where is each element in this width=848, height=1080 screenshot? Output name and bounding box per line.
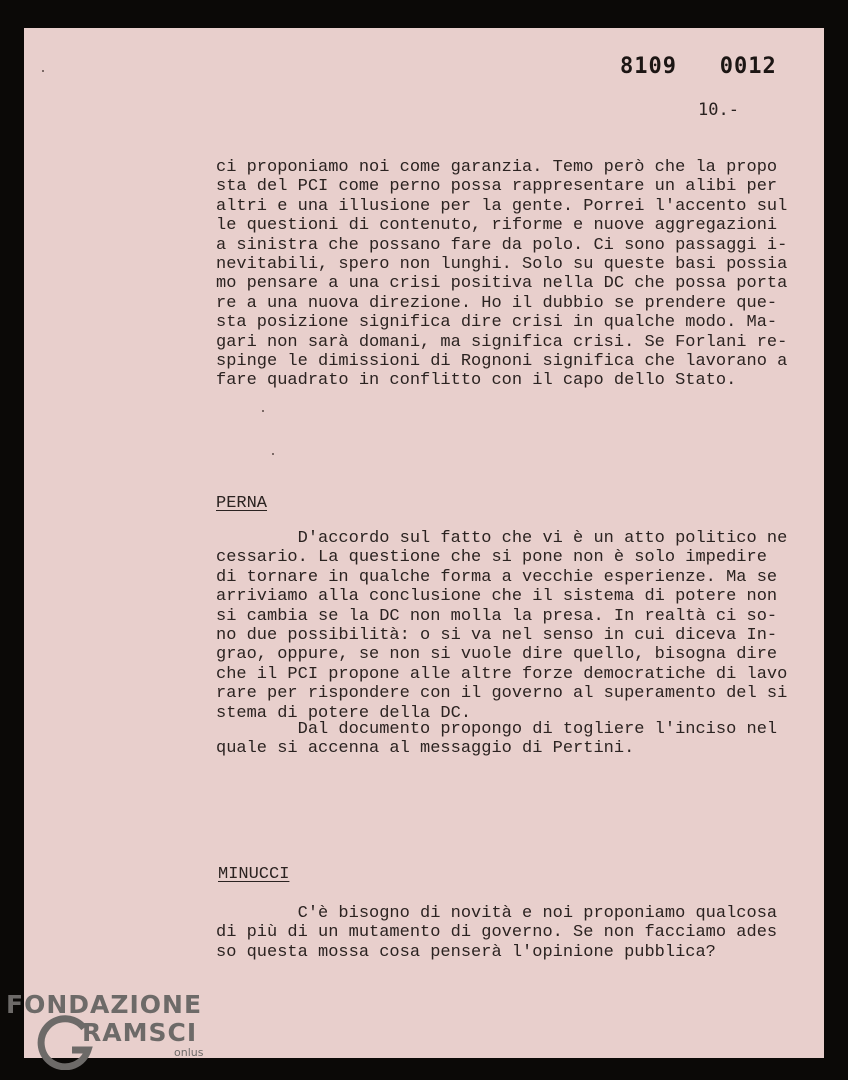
- speaker-heading-perna: PERNA: [216, 494, 268, 513]
- paragraph-perna-document: Dal documento propongo di togliere l'inciso nel quale si accenna al messaggio di Pertini.: [216, 720, 778, 759]
- speaker-heading-minucci: MINUCCI: [218, 865, 290, 884]
- speck-mark: [262, 410, 264, 412]
- watermark-line3: onlus: [174, 1046, 204, 1059]
- speck-mark: [272, 453, 274, 455]
- page-number: 10.-: [698, 100, 739, 120]
- document-code: 8109 0012: [620, 54, 777, 79]
- watermark-line1: FONDAZIONE: [6, 990, 203, 1019]
- fondazione-gramsci-watermark: [6, 990, 216, 1070]
- speck-mark: [42, 70, 44, 72]
- paragraph-continuation: ci proponiamo noi come garanzia. Temo però che la propo sta del PCI come perno possa rappresentare un alibi per altri e una illusione per la gente. Porrei l'accento sul le questioni di contenuto, riforme e nuove aggregazioni a sinistra che possano fare da polo. Ci sono passaggi i- nevitabili, spero non lunghi. Solo su queste basi possia mo pensare a una crisi positiva nella DC che possa porta re a una nuova direzione. Ho il dubbio se prendere que- sta posizione significa dire crisi in qualche modo. Ma- gari non sarà domani, ma significa crisi. Se Forlani re- spinge le dimissioni di Rognoni significa che lavorano a fare quadrato in conflitto con il capo dello Stato.: [216, 158, 788, 391]
- watermark-line2: RAMSCI: [82, 1018, 198, 1047]
- paragraph-minucci: C'è bisogno di novità e noi proponiamo qualcosa di più di un mutamento di governo. Se non facciamo ades so questa mossa cosa penserà l'opinione pubblica?: [216, 904, 778, 962]
- paragraph-perna: D'accordo sul fatto che vi è un atto politico ne cessario. La questione che si pone non è solo impedire di tornare in qualche forma a vecchie esperienze. Ma se arriviamo alla conclusione che il sistema di potere non si cambia se la DC non molla la presa. In realtà ci so- no due possibilità: o si va nel senso in cui diceva In- grao, oppure, se non si vuole dire quello, bisogna dire che il PCI propone alle altre forze democratiche di lavo rare per rispondere con il governo al superamento del si stema di potere della DC.: [216, 529, 788, 723]
